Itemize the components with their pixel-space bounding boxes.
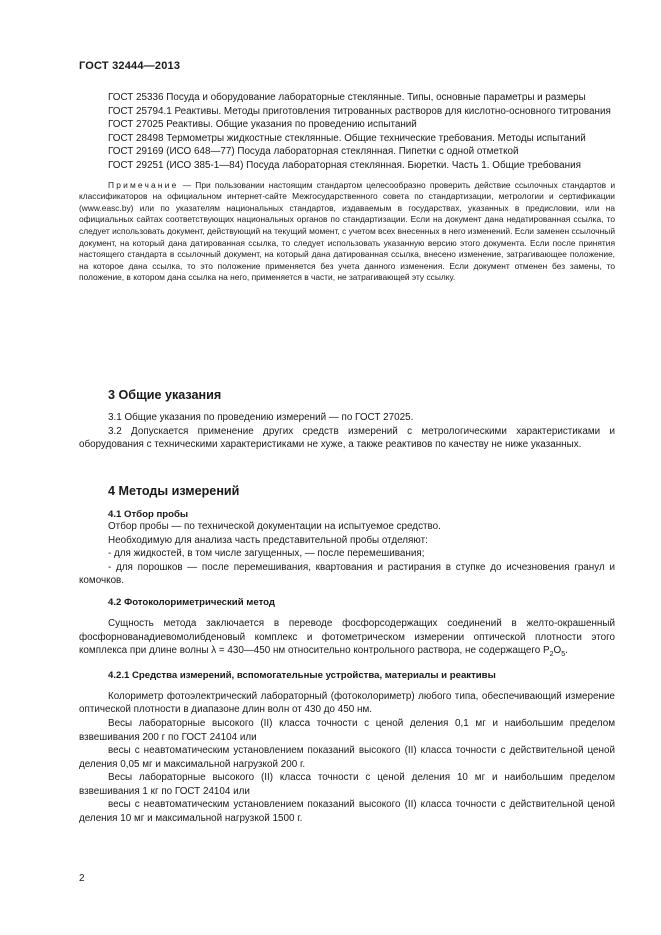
reference-note: [79, 180, 615, 284]
reference-gost-25794-1: ГОСТ 25794.1 Реактивы. Методы приготовления титрованных растворов для кислотно-основного титрования: [108, 105, 611, 117]
section-4: [79, 484, 615, 826]
subsection-4-2-heading: 4.2 Фотоколориметрический метод: [108, 596, 275, 608]
note-text: — При пользовании настоящим стандартом целесообразно проверить действие ссылочных стандартов и классификаторов на официальном интернет-сайте Межгосударственного совета по стандартизации, метрологии и сертификации (www.easc.by) или по указателям национальных стандартов, издаваемым в государствах, указанных в предисловии, или на официальных сайтах соответствующих национальных органов по стандартизации. Если на документ дана недатированная ссылка, то следует использовать документ, действующий на текущий момент, с учетом всех внесенных в него изменений. Если заменен ссылочный документ, на который дана датированная ссылка, то следует использовать указанную версию этого документа. Если после принятия настоящего стандарта в ссылочный документ, на который дана датированная ссылка, внесено изменение, затрагивающее положение, на которое дана ссылка, то это положение применяется без учета данного изменения. Если документ отменен без замены, то положение, в котором дана ссылка на него, применяется в части, не затрагивающей эту ссылку.: [79, 179, 615, 283]
formula-sub-5: 5: [561, 651, 566, 659]
normative-references-list: [79, 91, 615, 284]
scales-10mg-nonauto-text: весы с неавтоматическим установлением показаний высокого (II) класса точности с действительной ценой деления 10 мг и максимальной нагрузкой 1500 г.: [79, 799, 615, 825]
reference-gost-27025: ГОСТ 27025 Реактивы. Общие указания по проведению испытаний: [108, 119, 417, 131]
section-3-2-text: 3.2 Допускается применение других средств измерений с метрологическими характеристиками и оборудования с техническими характеристиками не хуже, а также реактивов по качеству не ниже указанных.: [79, 425, 615, 451]
scales-01mg-text: Весы лабораторные высокого (II) класса точности с ценой деления 0,1 мг и наибольшим пределом взвешивания 200 г по ГОСТ 24104 или: [79, 717, 615, 743]
photocolorimeter-text: Колориметр фотоэлектрический лабораторный (фотоколориметр) любого типа, обеспечивающий измерение оптической плотности в диапазоне длин волн от 430 до 450 нм.: [79, 690, 615, 716]
scales-10mg-text: Весы лабораторные высокого (II) класса точности с ценой деления 10 мг и наибольшим пределом взвешивания 1 кг по ГОСТ 24104 или: [79, 772, 615, 797]
formula-p: P: [543, 645, 550, 657]
subsection-4-1-p4: - для порошков — после перемешивания, квартования и растирания в ступке до исчезновения гранул и комочков.: [79, 561, 615, 587]
section-3-heading: 3 Общие указания: [108, 388, 222, 402]
subsection-4-1-p3: - для жидкостей, в том числе загущенных, — после перемешивания;: [108, 548, 425, 560]
reference-gost-25336: ГОСТ 25336 Посуда и оборудование лабораторные стеклянные. Типы, основные параметры и размеры: [108, 92, 586, 103]
section-3-1-text: 3.1 Общие указания по проведению измерений — по ГОСТ 27025.: [108, 412, 414, 423]
subsection-4-2-1-heading: 4.2.1 Средства измерений, вспомогательные устройства, материалы и реактивы: [108, 669, 496, 681]
document-code-header: ГОСТ 32444—2013: [79, 60, 181, 72]
formula-end: .: [565, 645, 568, 657]
note-label: Примечание: [108, 179, 179, 190]
formula-sub-2: 2: [549, 651, 554, 659]
section-4-heading: 4 Методы измерений: [108, 484, 240, 498]
page-number: 2: [79, 873, 85, 884]
scales-005mg-text: весы с неавтоматическим установлением показаний высокого (II) класса точности с действительной ценой деления 0,05 мг и максимальной нагрузкой 200 г.: [79, 745, 615, 770]
formula-o: O: [553, 645, 562, 657]
subsection-4-1-p2: Необходимую для анализа часть представительной пробы отделяют:: [108, 534, 428, 546]
reference-gost-29251: ГОСТ 29251 (ИСО 385-1—84) Посуда лабораторная стеклянная. Бюретки. Часть 1. Общие требования: [108, 159, 581, 171]
section-3: [79, 388, 615, 452]
subsection-4-2-text: [79, 617, 615, 662]
reference-gost-28498: ГОСТ 28498 Термометры жидкостные стеклянные. Общие технические требования. Методы испытаний: [108, 132, 586, 144]
reference-gost-29169: ГОСТ 29169 (ИСО 648—77) Посуда лабораторная стеклянная. Пипетки с одной отметкой: [108, 146, 519, 158]
subsection-4-1-p1: Отбор пробы — по технической документации на испытуемое средство.: [108, 521, 441, 532]
subsection-4-1-heading: 4.1 Отбор пробы: [108, 509, 189, 520]
method-essence-text: Сущность метода заключается в переводе фосфорсодержащих соединений в желто-окрашенный фосфорнованадиевомолибденовый комплекс и фотометрическом измерении оптической плотности этого комплекса при длине волны λ = 430—450 нм относительно контрольного раствора, не содержащего: [79, 617, 615, 657]
